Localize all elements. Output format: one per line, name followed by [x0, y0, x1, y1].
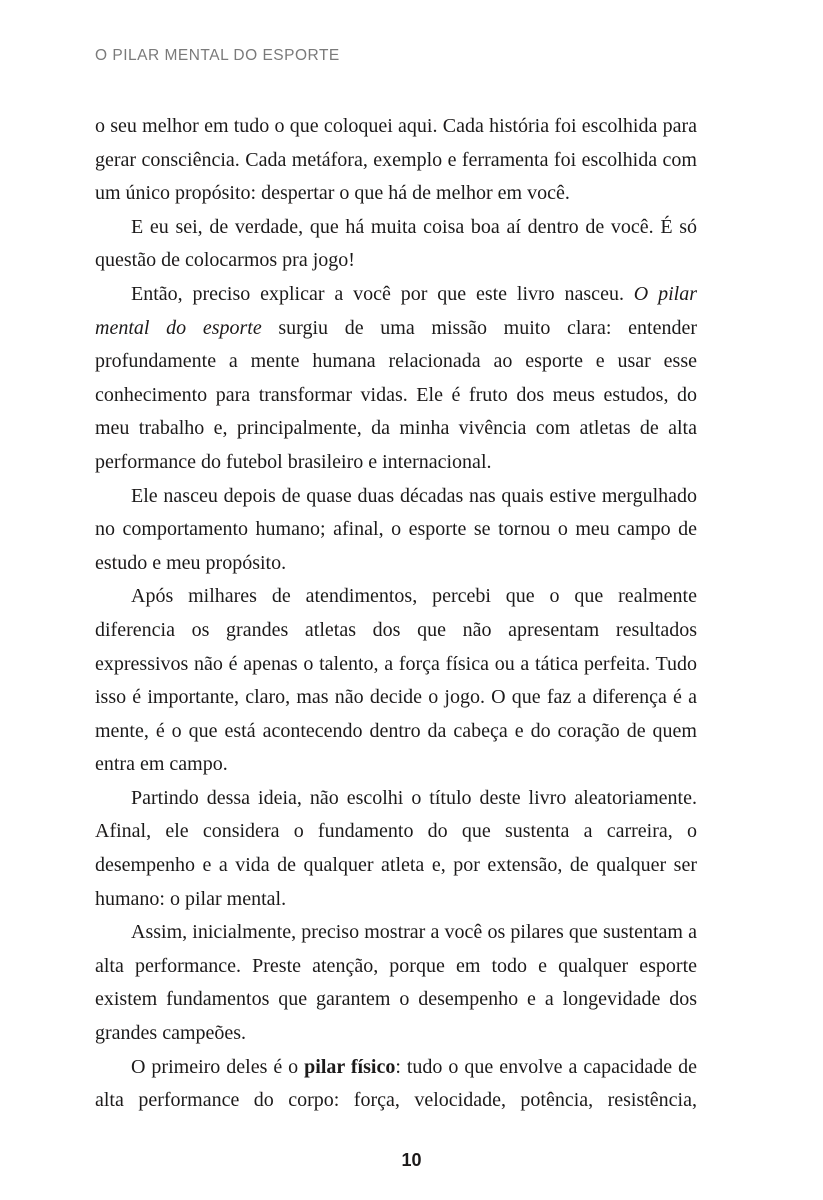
paragraph: Partindo dessa ideia, não escolhi o título deste livro aleatoriamente. Afinal, ele considera o fundamento do que sustenta a carreira, o desempenho e a vida de qualquer atleta e, por extensão, de qualquer ser humano: o pilar mental.: [95, 786, 697, 910]
paragraph: Ele nasceu depois de quase duas décadas nas quais estive mergulhado no comportamento humano; afinal, o esporte se tornou o meu campo de estudo e meu propósito.: [95, 484, 697, 574]
paragraph: Assim, inicialmente, preciso mostrar a você os pilares que sustentam a alta performance. Preste atenção, porque em todo e qualquer esporte existem fundamentos que garantem o desempenho e a longevidade dos grandes campeões.: [95, 921, 697, 1045]
paragraph-text: surgiu de uma missão muito clara: entender profundamente a mente humana relacionada ao esporte e usar esse conhecimento para transformar vidas. Ele é fruto dos meus estudos, do meu trabalho e, principalmente, da minha vivência com atletas de alta performance do futebol brasileiro e internacional.: [95, 316, 697, 473]
paragraph: Após milhares de atendimentos, percebi que o que realmente diferencia os grandes atletas dos que não apresentam resultados expressivos não é apenas o talento, a força física ou a tática perfeita. Tudo isso é importante, claro, mas não decide o jogo. O que faz a diferença é a mente, é o que está acontecendo dentro da cabeça e do coração de quem entra em campo.: [95, 585, 697, 776]
paragraph: o seu melhor em tudo o que coloquei aqui. Cada história foi escolhida para gerar consciência. Cada metáfora, exemplo e ferramenta foi escolhida com um único propósito: despertar o que há de melhor em você.: [95, 115, 697, 205]
paragraph-text: O primeiro deles é o: [131, 1055, 305, 1078]
paragraph: [95, 1051, 697, 1118]
page-number: 10: [401, 1150, 422, 1170]
running-header: O PILAR MENTAL DO ESPORTE: [95, 47, 340, 64]
paragraph: [95, 278, 697, 480]
paragraph-text: Então, preciso explicar a você por que este livro nasceu.: [131, 282, 634, 305]
book-title-italic: O pilar mental do esporte: [95, 282, 697, 339]
paragraph-text: : tudo o que envolve a capacidade de alta performance do corpo: força, velocidade, potência, resistência,: [95, 1055, 698, 1112]
paragraph: E eu sei, de verdade, que há muita coisa boa aí dentro de você. É só questão de colocarmos pra jogo!: [95, 215, 697, 272]
bold-term: pilar físico: [304, 1055, 396, 1078]
body-text: [95, 110, 697, 1118]
